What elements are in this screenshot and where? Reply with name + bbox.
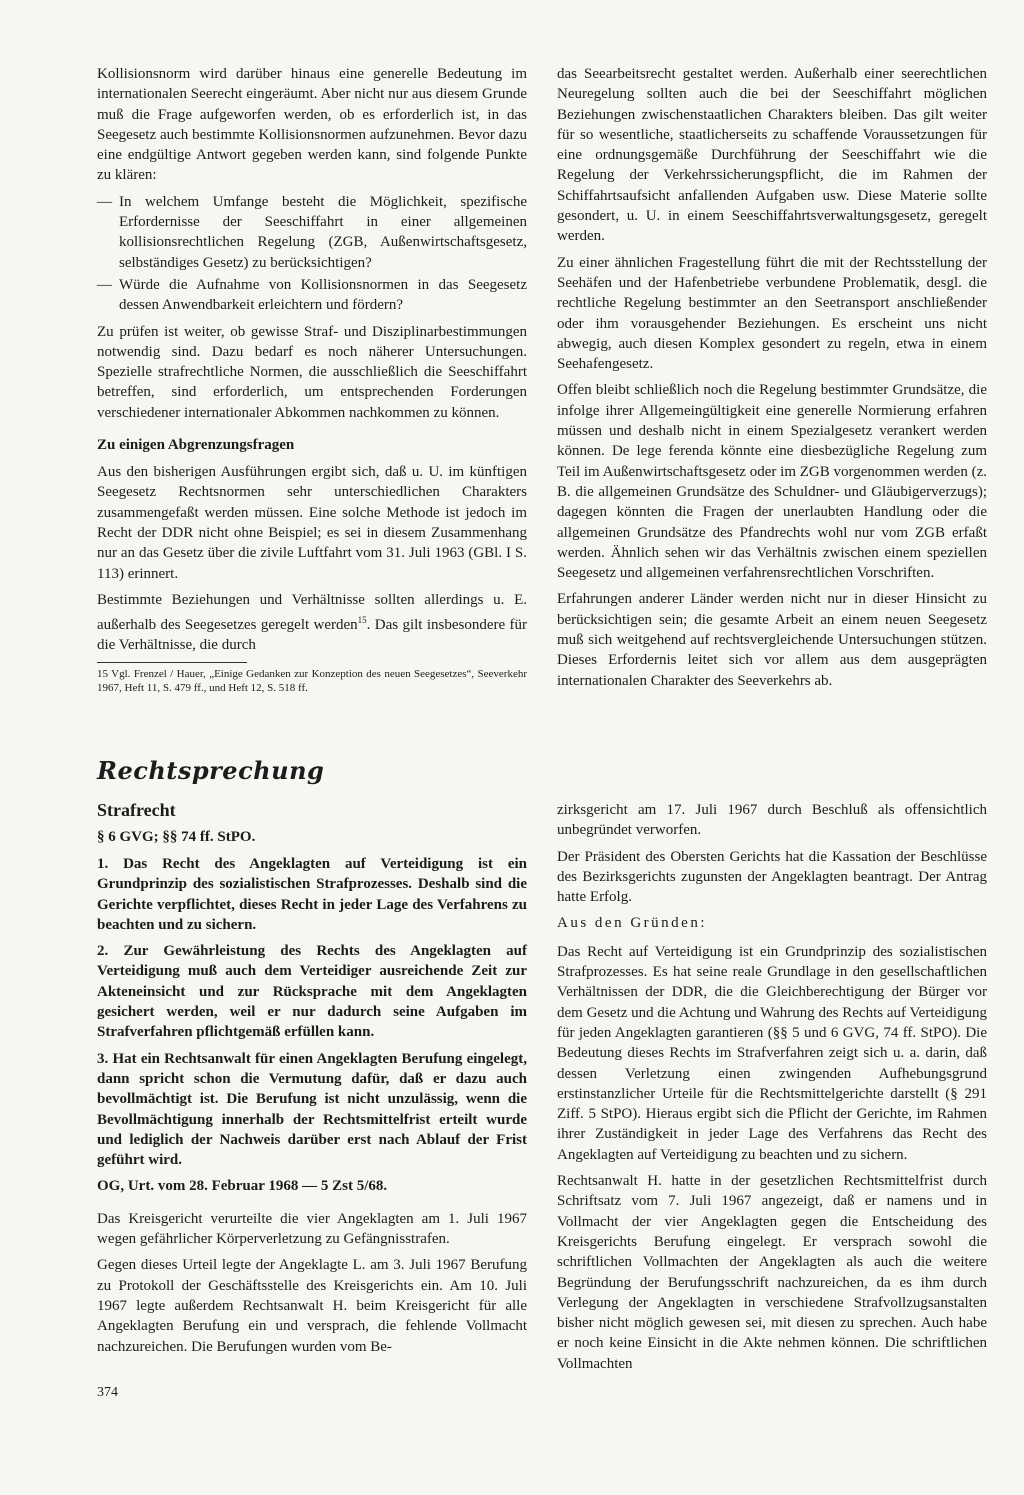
footnote-divider <box>97 662 247 663</box>
law-reference: § 6 GVG; §§ 74 ff. StPO. <box>97 829 256 845</box>
list-item: — In welchem Umfange besteht die Möglichkeit, spezifische Erfordernisse der Seeschiffahrt in einer allgemeinen kollisionsrechtlichen Regelung (ZGB, Außenwirtschaftsgesetz, selbständiges Gesetz) zu berücksichtigen? <box>97 192 527 273</box>
bottom-right-column <box>557 800 987 1380</box>
paragraph: Aus den bisherigen Ausführungen ergibt sich, daß u. U. im künftigen Seegesetz Rechtsnormen sehr unterschiedlichen Charakters zusammengefaßt werden müssen. Eine solche Methode ist jedoch im Recht der DDR nicht ohne Beispiel; es sei in diesem Zusammenhang nur an das Gesetz über die zivile Luftfahrt vom 31. Juli 1963 (GBl. I S. 113) erinnert. <box>97 464 527 582</box>
paragraph: zirksgericht am 17. Juli 1967 durch Beschluß als offensichtlich unbegründet verworfen. <box>557 802 987 839</box>
paragraph: Gegen dieses Urteil legte der Angeklagte L. am 3. Juli 1967 Berufung zu Protokoll der Geschäftsstelle des Kreisgerichts ein. Am 10. Juli 1967 legte außerdem Rechtsanwalt H. beim Kreisgericht für alle Angeklagten Berufung ein und versprach, die fehlende Vollmacht nachzureichen. Die Berufungen wurden vom Be- <box>97 1257 527 1355</box>
question-list <box>97 192 527 316</box>
paragraph: Das Recht auf Verteidigung ist ein Grundprinzip des sozialistischen Strafprozesses. Es hat seine reale Grundlage in den gesellschaftlichen Verhältnissen der DDR, die die Gleichberechtigung der Bürger vor dem Gesetz und die Achtung und Wahrung des Rechts auf Verteidigung für jeden Angeklagten garantieren (§§ 5 und 6 GVG, 74 ff. StPO). Die Bedeutung dieses Rechts im Strafverfahren zeigt sich u. a. darin, daß dessen Verletzung einen zwingenden Aufhebungsgrund erstinstanzlicher Urteile für die Rechtsmittelgerichte darstellt (§ 291 Ziff. 5 StPO). Hieraus ergibt sich die Pflicht der Gerichte, im Rahmen ihrer Zuständigkeit in jeder Lage des Verfahrens das Recht des Angeklagten auf Verteidigung zu beachten und zu sichern. <box>557 943 987 1163</box>
paragraph-text: Bestimmte Beziehungen und Verhältnisse sollten allerdings u. E. außerhalb des Seegesetzes geregelt werden <box>97 591 527 634</box>
paragraph: Rechtsanwalt H. hatte in der gesetzlichen Rechtsmittelfrist durch Schriftsatz vom 7. Juli 1967 angezeigt, daß er namens und in Vollmacht der vier Angeklagten gegen die Entscheidung des Kreisgerichts Berufung eingelegt. Er versprach sowohl die schriftlichen Vollmachten der Angeklagten als auch die weitere Begründung der Berufungsschrift nachzureichen, da es ihm durch Verlegung der Angeklagten in verschiedene Strafvollzugsanstalten bisher nicht möglich gewesen sei, mit diesen zu sprechen. Auch habe er noch keine Einsicht in die Akte nehmen können. Die schriftlichen Vollmachten <box>557 1173 987 1372</box>
footnote: 15 Vgl. Frenzel / Hauer, „Einige Gedanken zur Konzeption des neuen Seegesetzes“, Seeverkehr 1967, Heft 11, S. 479 ff., und Heft 12, S. 518 ff. <box>97 667 527 694</box>
footnote-marker: 15 <box>357 615 367 626</box>
paragraph: Das Kreisgericht verurteilte die vier Angeklagten am 1. Juli 1967 wegen gefährlicher Körperverletzung zu Gefängnisstrafen. <box>97 1210 527 1248</box>
rubric-heading: Strafrecht <box>97 800 176 820</box>
top-right-column <box>557 64 987 697</box>
page-number: 374 <box>97 1385 118 1400</box>
paragraph-text: . Das gilt insbesondere für die Verhältnisse, die durch <box>97 617 527 654</box>
paragraph: Offen bleibt schließlich noch die Regelung bestimmter Grundsätze, die infolge ihrer Allgemeingültigkeit eine generelle Normierung erfahren müssen und deshalb nicht in einem Spezialgesetz verankert werden können. De lege ferenda könnte eine diesbezügliche Regelung zum Teil im Außenwirtschaftsgesetz oder im ZGB vorgenommen werden (z. B. die allgemeinen Grundsätze des Schuldner- und Gläubigerverzugs); dagegen könnten die Fragen der unerlaubten Handlung oder die allgemeinen Grundsätze des Pfandrechts wohl nur vom ZGB erfaßt werden. Ähnlich sehen wir das Verhältnis zwischen einem speziellen Seegesetz und allgemeinen verfahrensrechtlichen Vorschriften. <box>557 382 987 582</box>
top-left-column <box>97 64 527 701</box>
paragraph: Kollisionsnorm wird darüber hinaus eine generelle Bedeutung im internationalen Seerecht eingeräumt. Aber nicht nur aus diesem Grunde muß die Frage aufgeworfen werden, ob es erforderlich ist, in das Seegesetz auch bestimmte Kollisionsnormen aufzunehmen. Bevor dazu eine endgültige Antwort gegeben werden kann, sind folgende Punkte zu klären: <box>97 66 527 184</box>
list-item: — Würde die Aufnahme von Kollisionsnormen in das Seegesetz dessen Anwendbarkeit erleichtern und fördern? <box>97 275 527 316</box>
bottom-left-column <box>97 800 527 1363</box>
section-title: Rechtsprechung <box>97 756 325 785</box>
headnote: 2. Zur Gewährleistung des Rechts des Angeklagten auf Verteidigung muß auch dem Verteidiger ausreichende Zeit zur Akteneinsicht und zur Rücksprache mit dem Angeklagten gesichert werden, weil er nur dadurch seine Aufgaben im Strafverfahren pflichtgemäß erfüllen kann. <box>97 943 527 1041</box>
subheading: Zu einigen Abgrenzungsfragen <box>97 437 295 454</box>
headnote: 1. Das Recht des Angeklagten auf Verteidigung ist ein Grundprinzip des sozialistischen Strafprozesses. Deshalb sind die Gerichte verpflichtet, dieses Recht in jeder Lage des Verfahrens zu beachten und zu sichern. <box>97 856 527 933</box>
paragraph: das Seearbeitsrecht gestaltet werden. Außerhalb einer seerechtlichen Neuregelung sollten auch die bei der Seeschiffahrt möglichen Beziehungen zwischenstaatlichen Charakters bleiben. Das gilt weiter für so wesentliche, staatlicherseits zu schaffende Voraussetzungen für eine ordnungsgemäße Durchführung der Seeschiffahrt wie die Regelung der Verkehrssicherungspflicht, die im Rahmen der Schiffahrtsaufsicht anfallenden Aufgaben usw. Diese Materie sollte gesondert, u. U. in einem Seeschiffahrtsverwaltungsgesetz, geregelt werden. <box>557 66 987 245</box>
paragraph <box>97 590 527 656</box>
headnote: 3. Hat ein Rechtsanwalt für einen Angeklagten Berufung eingelegt, dann spricht schon die Vermutung dafür, daß er dazu auch bevollmächtigt ist. Die Berufung ist nicht unzulässig, wenn die Bevollmächtigung innerhalb der Rechtsmittelfrist erteilt wurde und lediglich der Nachweis darüber erst nach Ablauf der Frist geführt wird. <box>97 1050 527 1169</box>
reasons-heading: Aus den Gründen: <box>557 915 707 932</box>
paragraph: Der Präsident des Obersten Gerichts hat die Kassation der Beschlüsse des Bezirksgerichts zugunsten der Angeklagten beantragt. Der Antrag hatte Erfolg. <box>557 848 987 906</box>
paragraph: Zu einer ähnlichen Fragestellung führt die mit der Rechtsstellung der Seehäfen und der Hafenbetriebe verbundene Problematik, desgl. die rechtliche Regelung bestimmter an den Seetransport anschließender oder ihm vorausgehender Beziehungen. Es erscheint uns nicht abwegig, auch diesen Komplex gesondert zu regeln, etwa in einem Seehafengesetz. <box>557 254 987 373</box>
paragraph: Erfahrungen anderer Länder werden nicht nur in dieser Hinsicht zu berücksichtigen sein; die gesamte Arbeit an einem neuen Seegesetz muß sich weitgehend auf rechtsvergleichende Untersuchungen stützen. Dieses Erfordernis leitet sich vor allem aus dem ausgeprägten internationalen Charakter des Seeverkehrs ab. <box>557 591 987 689</box>
court-citation: OG, Urt. vom 28. Februar 1968 — 5 Zst 5/68. <box>97 1178 388 1195</box>
paragraph: Zu prüfen ist weiter, ob gewisse Straf- und Disziplinarbestimmungen notwendig sind. Dazu bedarf es noch näherer Untersuchungen. Spezielle strafrechtliche Normen, die ausschließlich die Seeschiffahrt betreffen, sind erforderlich, um entsprechenden Forderungen verschiedener internationaler Abkommen nachkommen zu können. <box>97 323 527 421</box>
